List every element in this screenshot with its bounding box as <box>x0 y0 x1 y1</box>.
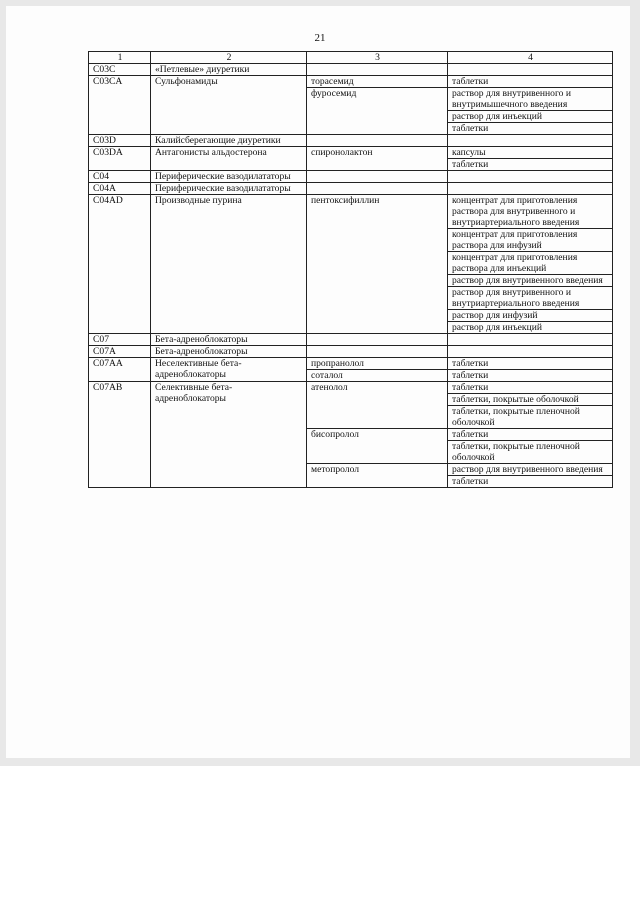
dosage-form-cell: таблетки <box>448 123 613 135</box>
table-row <box>89 171 613 183</box>
dosage-form-cell: таблетки <box>448 358 613 370</box>
group-name-cell: Сульфонамиды <box>151 76 307 135</box>
atc-code-cell: C07 <box>89 334 151 346</box>
header-row <box>89 52 613 64</box>
dosage-form-cell: концентрат для приготовления раствора для инъекций <box>448 252 613 275</box>
drug-name-cell <box>307 183 448 195</box>
header-cell: 1 <box>89 52 151 64</box>
header-cell: 3 <box>307 52 448 64</box>
group-name-cell: Производные пурина <box>151 195 307 334</box>
drug-name-cell: спиронолактон <box>307 147 448 171</box>
atc-code-cell: C04AD <box>89 195 151 334</box>
header-cell: 4 <box>448 52 613 64</box>
atc-code-cell: C03D <box>89 135 151 147</box>
atc-code-cell: C07A <box>89 346 151 358</box>
dosage-form-cell: таблетки <box>448 159 613 171</box>
dosage-form-cell: таблетки <box>448 476 613 488</box>
atc-code-cell: C03CA <box>89 76 151 135</box>
atc-code-cell: C03DA <box>89 147 151 171</box>
table-row <box>89 64 613 76</box>
table-row <box>89 346 613 358</box>
dosage-form-cell: раствор для внутривенного и внутримышечного введения <box>448 88 613 111</box>
drug-list-table <box>88 51 613 488</box>
table-row <box>89 147 613 159</box>
drug-name-cell <box>307 171 448 183</box>
table-row <box>89 195 613 229</box>
drug-name-cell: соталол <box>307 370 448 382</box>
group-name-cell: Бета-адреноблокаторы <box>151 334 307 346</box>
dosage-form-cell: раствор для внутривенного введения <box>448 464 613 476</box>
group-name-cell: Периферические вазодилататоры <box>151 171 307 183</box>
page-number: 21 <box>314 32 326 44</box>
group-name-cell: Калийсберегающие диуретики <box>151 135 307 147</box>
dosage-form-cell: таблетки, покрытые пленочной оболочкой <box>448 441 613 464</box>
atc-code-cell: C04A <box>89 183 151 195</box>
drug-name-cell <box>307 334 448 346</box>
drug-name-cell <box>307 346 448 358</box>
dosage-form-cell <box>448 334 613 346</box>
group-name-cell: «Петлевые» диуретики <box>151 64 307 76</box>
dosage-form-cell: раствор для инъекций <box>448 322 613 334</box>
atc-code-cell: C07AA <box>89 358 151 382</box>
dosage-form-cell: таблетки <box>448 429 613 441</box>
dosage-form-cell: таблетки <box>448 382 613 394</box>
dosage-form-cell <box>448 64 613 76</box>
drug-name-cell: пентоксифиллин <box>307 195 448 334</box>
drug-name-cell: торасемид <box>307 76 448 88</box>
atc-code-cell: C03C <box>89 64 151 76</box>
dosage-form-cell: таблетки, покрытые пленочной оболочкой <box>448 406 613 429</box>
dosage-form-cell: раствор для внутривенного и внутриартериального введения <box>448 287 613 310</box>
dosage-form-cell: таблетки, покрытые оболочкой <box>448 394 613 406</box>
dosage-form-cell <box>448 183 613 195</box>
group-name-cell: Бета-адреноблокаторы <box>151 346 307 358</box>
dosage-form-cell: раствор для инфузий <box>448 310 613 322</box>
table-row <box>89 334 613 346</box>
dosage-form-cell <box>448 171 613 183</box>
dosage-form-cell <box>448 135 613 147</box>
drug-name-cell <box>307 135 448 147</box>
table-row <box>89 76 613 88</box>
table-row <box>89 183 613 195</box>
drug-name-cell <box>307 64 448 76</box>
dosage-form-cell: концентрат для приготовления раствора для внутривенного и внутриартериального введения <box>448 195 613 229</box>
drug-name-cell: метопролол <box>307 464 448 488</box>
group-name-cell: Селективные бета-адреноблокаторы <box>151 382 307 488</box>
table-row <box>89 135 613 147</box>
dosage-form-cell: концентрат для приготовления раствора для инфузий <box>448 229 613 252</box>
group-name-cell: Антагонисты альдостерона <box>151 147 307 171</box>
group-name-cell: Периферические вазодилататоры <box>151 183 307 195</box>
table-row <box>89 358 613 370</box>
atc-code-cell: C07AB <box>89 382 151 488</box>
dosage-form-cell: раствор для внутривенного введения <box>448 275 613 287</box>
dosage-form-cell: капсулы <box>448 147 613 159</box>
dosage-form-cell: раствор для инъекций <box>448 111 613 123</box>
atc-code-cell: C04 <box>89 171 151 183</box>
group-name-cell: Неселективные бета-адреноблокаторы <box>151 358 307 382</box>
header-cell: 2 <box>151 52 307 64</box>
dosage-form-cell <box>448 346 613 358</box>
table-row <box>89 382 613 394</box>
drug-name-cell: пропранолол <box>307 358 448 370</box>
drug-name-cell: атенолол <box>307 382 448 429</box>
dosage-form-cell: таблетки <box>448 370 613 382</box>
drug-name-cell: бисопролол <box>307 429 448 464</box>
dosage-form-cell: таблетки <box>448 76 613 88</box>
drug-name-cell: фуросемид <box>307 88 448 135</box>
